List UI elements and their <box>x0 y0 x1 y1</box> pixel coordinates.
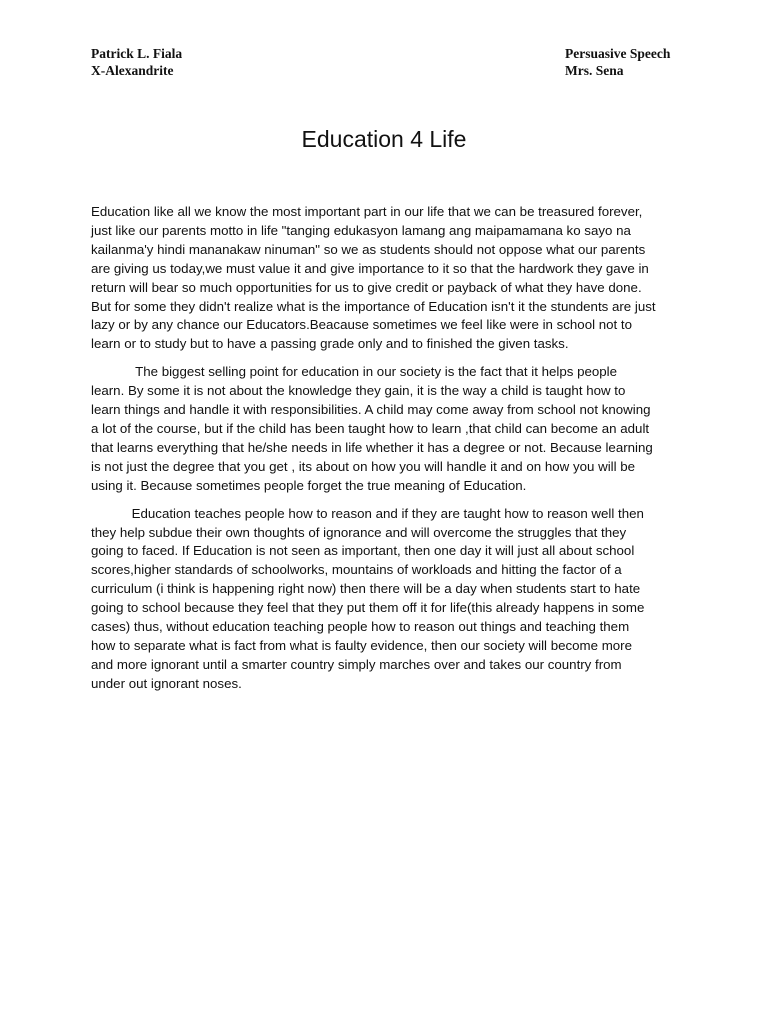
paragraph-line: a lot of the course, but if the child has been taught how to learn ,that child can become an adult <box>91 420 650 436</box>
document-title: Education 4 Life <box>301 126 467 152</box>
author-name: Patrick L. Fiala <box>91 46 183 61</box>
paragraph-1 <box>91 203 681 354</box>
paragraph-2 <box>91 363 681 495</box>
paragraph-line: But for some they didn't realize what is the importance of Education isn't it the stundents are just <box>91 298 656 314</box>
paragraph-line: that learns everything that he/she needs in life whether it has a degree or not. Because learning <box>91 439 653 455</box>
paragraph-line: is not just the degree that you get , its about on how you will handle it and on how you will be <box>91 458 636 474</box>
paragraph-line: just like our parents motto in life "tanging edukasyon lamang ang maipamamana ko sayo na <box>91 222 631 238</box>
assignment-type: Persuasive Speech <box>565 46 671 61</box>
paragraph-line: learn or to study but to have a passing grade only and to finished the given tasks. <box>91 336 569 352</box>
paragraph-line: going to faced. If Education is not seen as important, then one day it will just all about school <box>91 543 635 559</box>
paragraph-line: learn. By some it is not about the knowledge they gain, it is the way a child is taught how to <box>91 383 626 399</box>
teacher-name: Mrs. Sena <box>565 63 624 78</box>
paragraph-line: are giving us today,we must value it and give importance to it so that the hardwork they gave in <box>91 260 649 276</box>
paragraph-line: The biggest selling point for education in our society is the fact that it helps people <box>91 364 618 380</box>
paragraph-line: under out ignorant noses. <box>91 675 242 691</box>
document-body <box>91 203 681 703</box>
paragraph-line: Education like all we know the most important part in our life that we can be treasured forever, <box>91 204 643 219</box>
document-header <box>91 45 677 81</box>
paragraph-line: they help subdue their own thoughts of ignorance and will overcome the struggles that they <box>91 524 627 540</box>
paragraph-line: scores,higher standards of schoolworks, mountains of workloads and hitting the factor of a <box>91 562 622 578</box>
paragraph-line: how to separate what is fact from what is faulty evidence, then our society will become more <box>91 637 632 653</box>
assignment-info <box>565 45 670 79</box>
paragraph-line: using it. Because sometimes people forget the true meaning of Education. <box>91 477 527 493</box>
paragraph-line: and more ignorant until a smarter country simply marches over and takes our country from <box>91 656 622 672</box>
paragraph-line: cases) thus, without education teaching people how to reason out things and teaching them <box>91 619 630 635</box>
paragraph-line: learn things and handle it with responsibilities. A child may come away from school not knowing <box>91 402 651 418</box>
paragraph-line: Education teaches people how to reason and if they are taught how to reason well then <box>91 505 644 521</box>
paragraph-line: return will bear so much opportunities for us to give credit or payback of what they have done. <box>91 279 642 295</box>
paragraph-line: going to school because they feel that they put them off it for life(this already happens in some <box>91 600 645 616</box>
paragraph-line: lazy or by any chance our Educators.Beacause sometimes we feel like were in school not to <box>91 317 633 333</box>
paragraph-line: kailanma'y hindi mananakaw ninuman" so we as students should not oppose what our parents <box>91 241 646 257</box>
paragraph-3 <box>91 505 681 694</box>
paragraph-line: curriculum (i think is happening right now) then there will be a day when students start to hate <box>91 581 641 597</box>
author-info <box>91 45 182 79</box>
author-section: X-Alexandrite <box>91 63 174 78</box>
